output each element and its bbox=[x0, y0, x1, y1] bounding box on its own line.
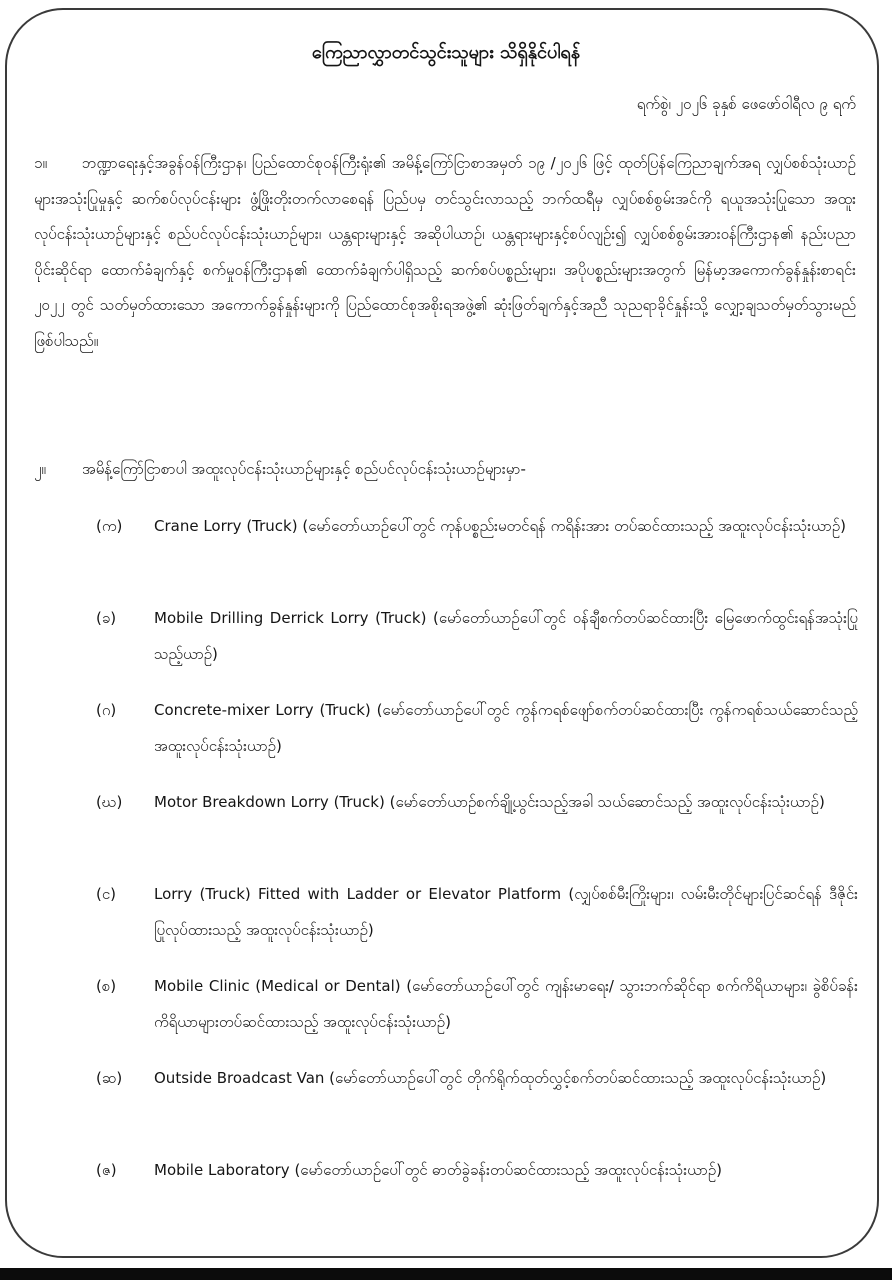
list-item-marker: (ဃ) bbox=[96, 793, 123, 811]
paragraph-1 bbox=[34, 146, 856, 359]
list-item bbox=[96, 1152, 858, 1244]
list-item-marker: (ဇ) bbox=[96, 1161, 117, 1179]
list-item-marker: (စ) bbox=[96, 977, 117, 995]
list-item-marker: (င) bbox=[96, 885, 117, 903]
list-item-text: Crane Lorry (Truck) (မော်တော်ယာဉ်ပေါ်တွင် ကုန်ပစ္စည်းမတင်ရန် ကရိန်းအား တပ်ဆင်ထားသည့် အထူးလုပ်ငန်းသုံးယာဉ်) bbox=[154, 517, 847, 535]
list-item bbox=[96, 692, 858, 784]
list-item-text: Mobile Drilling Derrick Lorry (Truck) (မော်တော်ယာဉ်ပေါ်တွင် ဝန်ချီစက်တပ်ဆင်ထားပြီး မြေဖောက်ထွင်းရန်အသုံးပြုသည့်ယာဉ်) bbox=[154, 609, 858, 663]
list-item-marker: (ခ) bbox=[96, 609, 117, 627]
list-item bbox=[96, 876, 858, 968]
list-item-text: Lorry (Truck) Fitted with Ladder or Elevator Platform (လျှပ်စစ်မီးကြိုးများ၊ လမ်းမီးတိုင်များပြင်ဆင်ရန် ဒီဇိုင်းပြုလုပ်ထားသည့် အထူးလုပ်ငန်းသုံးယာဉ်) bbox=[154, 885, 858, 939]
list-item bbox=[96, 1060, 858, 1152]
list-item-text: Outside Broadcast Van (မော်တော်ယာဉ်ပေါ်တွင် တိုက်ရိုက်ထုတ်လွှင့်စက်တပ်ဆင်ထားသည့် အထူးလုပ်ငန်းသုံးယာဉ်) bbox=[154, 1069, 827, 1087]
list-item-text: Mobile Laboratory (မော်တော်ယာဉ်ပေါ်တွင် ဓာတ်ခွဲခန်းတပ်ဆင်ထားသည့် အထူးလုပ်ငန်းသုံးယာဉ်) bbox=[154, 1161, 722, 1179]
list-item-text: Motor Breakdown Lorry (Truck) (မော်တော်ယာဉ်စက်ချို့ယွင်းသည့်အခါ သယ်ဆောင်သည့် အထူးလုပ်ငန်းသုံးယာဉ်) bbox=[154, 793, 825, 811]
list-item bbox=[96, 508, 858, 600]
document-title: ကြေညာလွှာတင်သွင်းသူများ သိရှိနိုင်ပါရန် bbox=[311, 42, 581, 63]
list-item bbox=[96, 600, 858, 692]
paragraph-2-number: ၂။ bbox=[34, 460, 46, 478]
list-item bbox=[96, 968, 858, 1060]
paragraph-1-number: ၁။ bbox=[34, 154, 47, 172]
list-item-marker: (ဆ) bbox=[96, 1069, 123, 1087]
paragraph-2 bbox=[34, 454, 856, 484]
list-item-text: Mobile Clinic (Medical or Dental) (မော်တော်ယာဉ်ပေါ်တွင် ကျန်းမာရေး/ သွားဘက်ဆိုင်ရာ စက်ကိရိယာများ၊ ခွဲစိပ်ခန်းကိရိယာများတပ်ဆင်ထားသည့် အထူးလုပ်ငန်းသုံးယာဉ်) bbox=[154, 977, 858, 1031]
list-item-text: Concrete-mixer Lorry (Truck) (မော်တော်ယာဉ်ပေါ်တွင် ကွန်ကရစ်ဖျော်စက်တပ်ဆင်ထားပြီး ကွန်ကရစ်သယ်ဆောင်သည့် အထူးလုပ်ငန်းသုံးယာဉ်) bbox=[154, 701, 858, 755]
list-item-marker: (ဂ) bbox=[96, 701, 117, 719]
document-date: ရက်စွဲ၊ ၂၀၂၆ ခုနှစ် ဖေဖော်ဝါရီလ ၉ ရက် bbox=[636, 95, 856, 113]
paragraph-2-text: အမိန့်ကြော်ငြာစာပါ အထူးလုပ်ငန်းသုံးယာဉ်များနှင့် စည်ပင်လုပ်ငန်းသုံးယာဉ်များမှာ- bbox=[82, 460, 526, 478]
paragraph-1-text: ဘဏ္ဍာရေးနှင့်အခွန်ဝန်ကြီးဌာန၊ ပြည်ထောင်စုဝန်ကြီးရုံး၏ အမိန့်ကြော်ငြာစာအမှတ် ၁၉ /၂၀၂၆ ဖြင့် ထုတ်ပြန်ကြေညာချက်အရ လျှပ်စစ်သုံးယာဉ်များအသုံးပြုမှုနှင့် ဆက်စပ်လုပ်ငန်းများ ဖွံ့ဖြိုးတိုးတက်လာစေရန် ပြည်ပမှ တင်သွင်းလာသည့် ဘက်ထရီမှ လျှပ်စစ်စွမ်းအင်ကို ရယူအသုံးပြုသော အထူးလုပ်ငန်းသုံးယာဉ်များနှင့် စည်ပင်လုပ်ငန်းသုံးယာဉ်များ၊ ယန္တရားများနှင့် အဆိုပါယာဉ်၊ ယန္တရားများနှင့်စပ်လျဉ်း၍ လျှပ်စစ်စွမ်းအားဝန်ကြီးဌာန၏ နည်းပညာပိုင်းဆိုင်ရာ ထောက်ခံချက်နှင့် စက်မှုဝန်ကြီးဌာန၏ ထောက်ခံချက်ပါရှိသည့် ဆက်စပ်ပစ္စည်းများ၊ အပိုပစ္စည်းများအတွက် မြန်မာ့အကောက်ခွန်နှုန်းစာရင်း ၂၀၂၂ တွင် သတ်မှတ်ထားသော အကောက်ခွန်နှုန်းများကို ပြည်ထောင်စုအစိုးရအဖွဲ့၏ ဆုံးဖြတ်ချက်နှင့်အညီ သုညရာခိုင်နှုန်းသို့ လျှော့ချသတ်မှတ်သွားမည်ဖြစ်ပါသည်။ bbox=[34, 154, 856, 350]
list-item bbox=[96, 784, 858, 876]
bottom-border-bar bbox=[0, 1268, 892, 1280]
list-item-marker: (က) bbox=[96, 517, 123, 535]
vehicle-list bbox=[96, 508, 858, 1244]
